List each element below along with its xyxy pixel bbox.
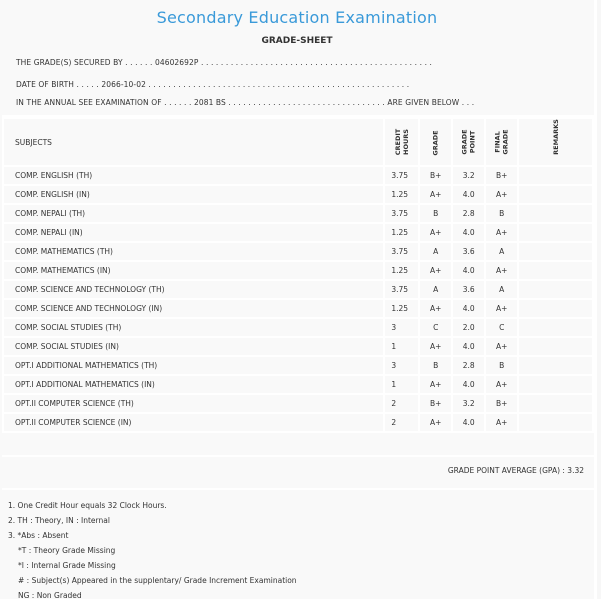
header-final-label-1: FINAL bbox=[493, 131, 502, 153]
table-row bbox=[3, 375, 593, 394]
credit-hours-cell: 1.25 bbox=[384, 223, 419, 242]
credit-hours-cell: 1.25 bbox=[384, 299, 419, 318]
grade-point-cell: 4.0 bbox=[452, 375, 485, 394]
final-grade-cell: A+ bbox=[485, 185, 518, 204]
subject-cell: COMP. ENGLISH (TH) bbox=[3, 166, 384, 185]
note-item: *I : Internal Grade Missing bbox=[18, 561, 116, 570]
header-subjects: SUBJECTS bbox=[3, 118, 384, 166]
final-grade-cell: A+ bbox=[485, 261, 518, 280]
grade-point-cell: 3.6 bbox=[452, 280, 485, 299]
remarks-cell bbox=[518, 394, 593, 413]
grade-cell: A+ bbox=[419, 299, 452, 318]
table-row bbox=[3, 356, 593, 375]
final-grade-cell: A+ bbox=[485, 375, 518, 394]
table-row bbox=[3, 204, 593, 223]
credit-hours-cell: 1.25 bbox=[384, 185, 419, 204]
table-row bbox=[3, 242, 593, 261]
header-credit-label: CREDIT bbox=[393, 128, 402, 156]
final-grade-cell: A+ bbox=[485, 337, 518, 356]
credit-hours-cell: 3 bbox=[384, 356, 419, 375]
grade-point-cell: 3.2 bbox=[452, 394, 485, 413]
header-final-label-2: GRADE bbox=[501, 129, 510, 155]
note-item: NG : Non Graded bbox=[18, 591, 82, 600]
final-grade-cell: B+ bbox=[485, 394, 518, 413]
remarks-cell bbox=[518, 185, 593, 204]
subject-cell: OPT.I ADDITIONAL MATHEMATICS (TH) bbox=[3, 356, 384, 375]
header-credit-hours bbox=[384, 118, 419, 166]
table-row bbox=[3, 223, 593, 242]
grade-cell: A+ bbox=[419, 185, 452, 204]
header-gp-label-1: GRADE bbox=[460, 129, 469, 155]
subject-cell: COMP. NEPALI (IN) bbox=[3, 223, 384, 242]
header-final-grade bbox=[485, 118, 518, 166]
credit-hours-cell: 2 bbox=[384, 394, 419, 413]
grade-point-cell: 4.0 bbox=[452, 299, 485, 318]
remarks-cell bbox=[518, 413, 593, 432]
header-grade-label: GRADE bbox=[431, 129, 440, 156]
subject-cell: OPT.II COMPUTER SCIENCE (IN) bbox=[3, 413, 384, 432]
subject-cell: COMP. SOCIAL STUDIES (TH) bbox=[3, 318, 384, 337]
grade-point-cell: 2.8 bbox=[452, 204, 485, 223]
credit-hours-cell: 1 bbox=[384, 375, 419, 394]
notes-list bbox=[8, 498, 297, 603]
grade-cell: A+ bbox=[419, 223, 452, 242]
final-grade-cell: A bbox=[485, 242, 518, 261]
table-row bbox=[3, 318, 593, 337]
remarks-cell bbox=[518, 356, 593, 375]
grade-point-cell: 3.6 bbox=[452, 242, 485, 261]
table-row bbox=[3, 166, 593, 185]
credit-hours-cell: 3.75 bbox=[384, 242, 419, 261]
remarks-cell bbox=[518, 242, 593, 261]
grade-point-cell: 2.8 bbox=[452, 356, 485, 375]
grade-cell: B+ bbox=[419, 166, 452, 185]
note-item: # : Subject(s) Appeared in the supplentary/ Grade Increment Examination bbox=[18, 576, 297, 585]
grade-sheet-heading: GRADE-SHEET bbox=[261, 36, 333, 46]
header-hours-label: HOURS bbox=[401, 129, 410, 155]
remarks-cell bbox=[518, 204, 593, 223]
grade-point-cell: 4.0 bbox=[452, 185, 485, 204]
remarks-cell bbox=[518, 261, 593, 280]
grade-point-cell: 4.0 bbox=[452, 337, 485, 356]
subject-cell: COMP. SCIENCE AND TECHNOLOGY (TH) bbox=[3, 280, 384, 299]
table-row bbox=[3, 299, 593, 318]
grade-cell: C bbox=[419, 318, 452, 337]
subject-cell: COMP. MATHEMATICS (IN) bbox=[3, 261, 384, 280]
credit-hours-cell: 1 bbox=[384, 337, 419, 356]
grade-cell: A+ bbox=[419, 261, 452, 280]
final-grade-cell: A+ bbox=[485, 299, 518, 318]
grade-cell: B bbox=[419, 356, 452, 375]
note-item: *T : Theory Grade Missing bbox=[18, 546, 116, 555]
secured-by-line: THE GRADE(S) SECURED BY . . . . . . 04602692P . . . . . . . . . . . . . . . . . . . . . . . . . . . . . . . . . . . . . . . . . . . . . . . bbox=[16, 58, 433, 67]
credit-hours-cell: 3 bbox=[384, 318, 419, 337]
credit-hours-cell: 3.75 bbox=[384, 204, 419, 223]
credit-hours-cell: 3.75 bbox=[384, 280, 419, 299]
subject-cell: COMP. NEPALI (TH) bbox=[3, 204, 384, 223]
final-grade-cell: A+ bbox=[485, 413, 518, 432]
remarks-cell bbox=[518, 375, 593, 394]
final-grade-cell: B bbox=[485, 204, 518, 223]
grades-table bbox=[2, 117, 594, 433]
remarks-cell bbox=[518, 337, 593, 356]
table-row bbox=[3, 185, 593, 204]
header-grade-point bbox=[452, 118, 485, 166]
header-gp-label-2: POINT bbox=[468, 130, 477, 154]
grade-cell: A+ bbox=[419, 375, 452, 394]
subject-cell: COMP. SCIENCE AND TECHNOLOGY (IN) bbox=[3, 299, 384, 318]
grade-point-cell: 3.2 bbox=[452, 166, 485, 185]
remarks-cell bbox=[518, 299, 593, 318]
remarks-cell bbox=[518, 223, 593, 242]
divider bbox=[2, 455, 594, 457]
grade-point-cell: 4.0 bbox=[452, 223, 485, 242]
credit-hours-cell: 1.25 bbox=[384, 261, 419, 280]
table-row bbox=[3, 413, 593, 432]
subject-cell: COMP. ENGLISH (IN) bbox=[3, 185, 384, 204]
credit-hours-cell: 2 bbox=[384, 413, 419, 432]
grade-cell: A bbox=[419, 242, 452, 261]
grade-cell: A bbox=[419, 280, 452, 299]
note-item: 2. TH : Theory, IN : Internal bbox=[8, 516, 110, 525]
final-grade-cell: C bbox=[485, 318, 518, 337]
subject-cell: OPT.I ADDITIONAL MATHEMATICS (IN) bbox=[3, 375, 384, 394]
credit-hours-cell: 3.75 bbox=[384, 166, 419, 185]
header-grade bbox=[419, 118, 452, 166]
remarks-cell bbox=[518, 280, 593, 299]
grade-point-cell: 4.0 bbox=[452, 261, 485, 280]
exam-year-line: IN THE ANNUAL SEE EXAMINATION OF . . . . . . 2081 BS . . . . . . . . . . . . . . . . . . . . . . . . . . . . . . . . ARE GIVEN BELOW . . . bbox=[16, 98, 475, 107]
grade-cell: B+ bbox=[419, 394, 452, 413]
table-row bbox=[3, 261, 593, 280]
final-grade-cell: A+ bbox=[485, 223, 518, 242]
subject-cell: COMP. MATHEMATICS (TH) bbox=[3, 242, 384, 261]
grade-cell: B bbox=[419, 204, 452, 223]
grades-table-body bbox=[3, 166, 593, 432]
final-grade-cell: B bbox=[485, 356, 518, 375]
table-row bbox=[3, 280, 593, 299]
grade-point-cell: 2.0 bbox=[452, 318, 485, 337]
exam-title: Secondary Education Examination bbox=[156, 8, 438, 27]
date-of-birth-line: DATE OF BIRTH . . . . . 2066-10-02 . . . . . . . . . . . . . . . . . . . . . . . . . . . . . . . . . . . . . . . . . . . . . . . . . . . . . bbox=[16, 80, 410, 89]
table-header-row bbox=[3, 118, 593, 166]
note-item: 1. One Credit Hour equals 32 Clock Hours. bbox=[8, 501, 167, 510]
header-remarks-label: REMARKS bbox=[551, 119, 560, 155]
subject-cell: OPT.II COMPUTER SCIENCE (TH) bbox=[3, 394, 384, 413]
divider bbox=[2, 488, 594, 490]
table-row bbox=[3, 337, 593, 356]
table-row bbox=[3, 394, 593, 413]
remarks-cell bbox=[518, 318, 593, 337]
final-grade-cell: A bbox=[485, 280, 518, 299]
grade-point-cell: 4.0 bbox=[452, 413, 485, 432]
page-scrollbar-track[interactable] bbox=[597, 0, 601, 599]
note-item: 3. *Abs : Absent bbox=[8, 531, 69, 540]
remarks-cell bbox=[518, 166, 593, 185]
header-remarks bbox=[518, 118, 593, 166]
gpa-summary: GRADE POINT AVERAGE (GPA) : 3.32 bbox=[447, 466, 584, 475]
final-grade-cell: B+ bbox=[485, 166, 518, 185]
grade-cell: A+ bbox=[419, 337, 452, 356]
subject-cell: COMP. SOCIAL STUDIES (IN) bbox=[3, 337, 384, 356]
grade-cell: A+ bbox=[419, 413, 452, 432]
